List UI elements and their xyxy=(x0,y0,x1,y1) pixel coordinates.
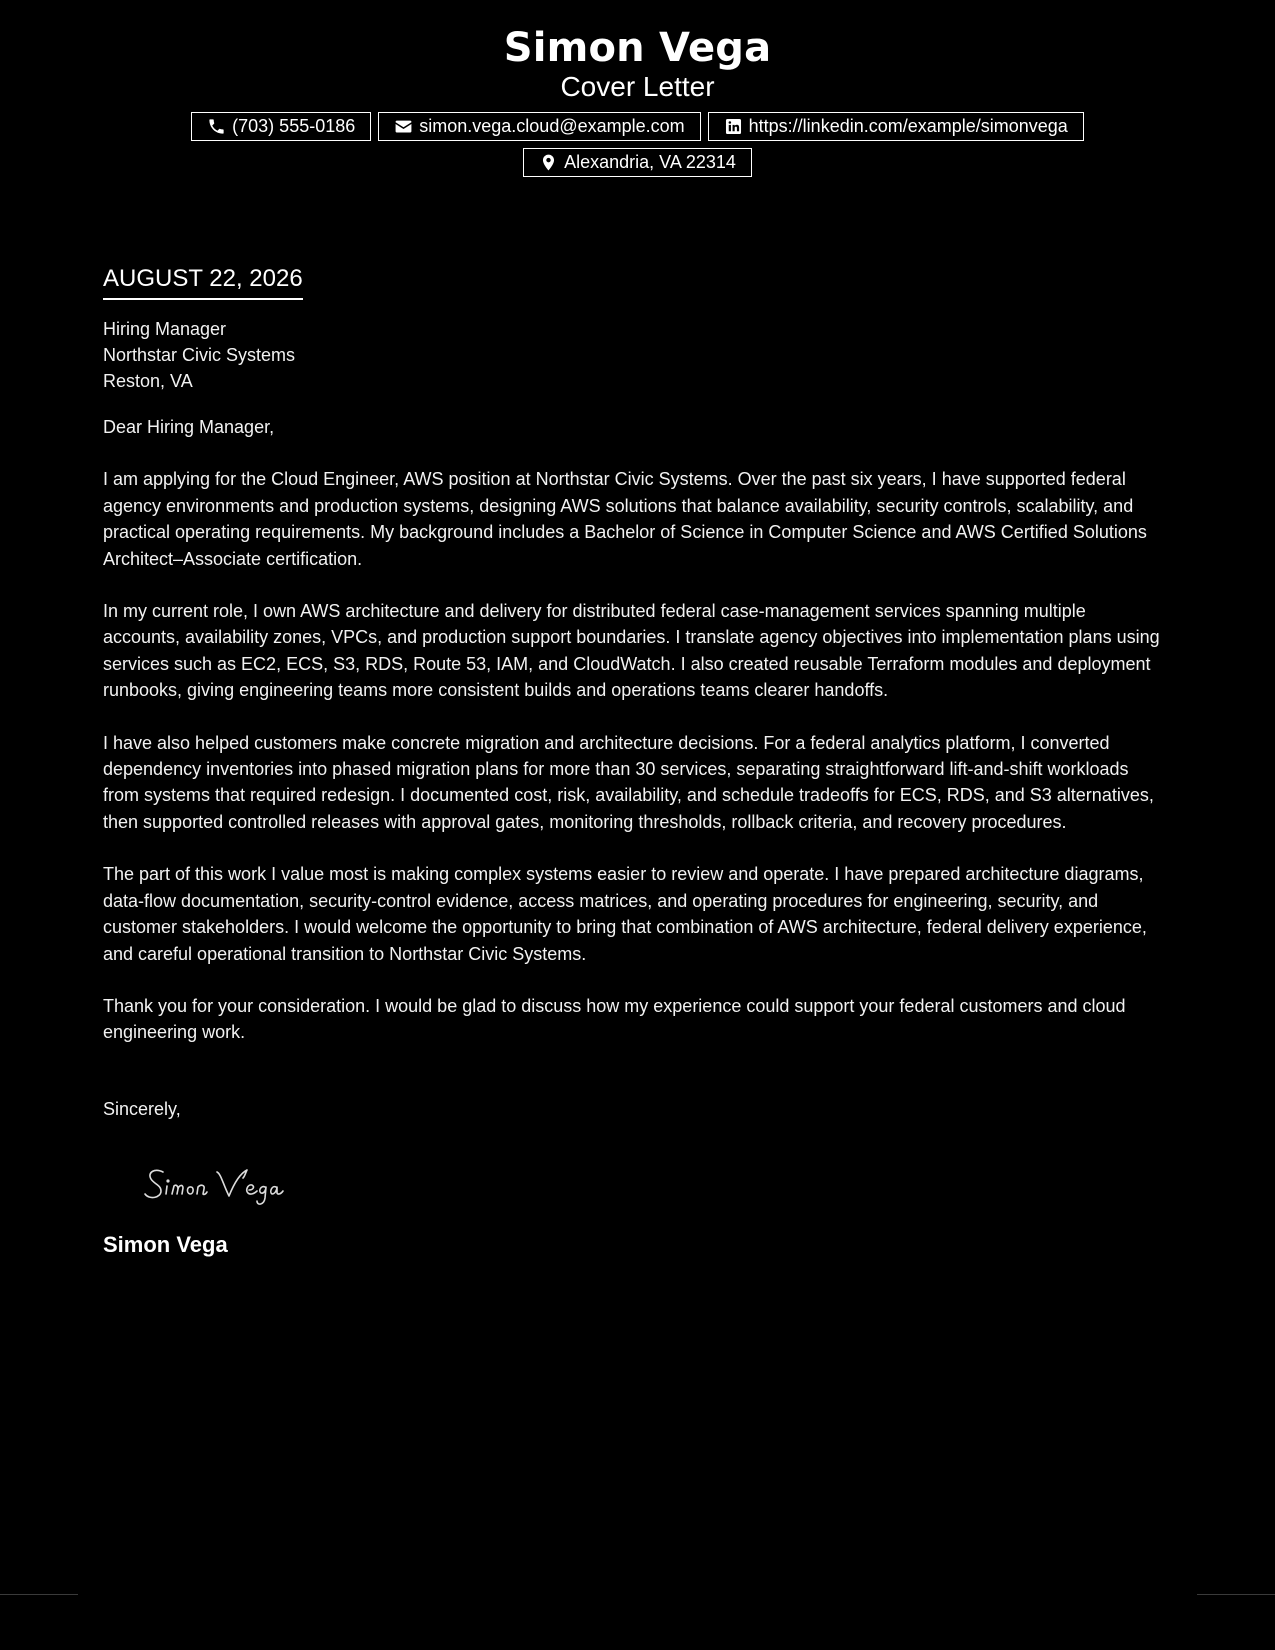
signer-name: Simon Vega xyxy=(103,1232,228,1258)
signature-icon xyxy=(141,1160,331,1210)
contact-email[interactable] xyxy=(378,112,700,141)
contact-location-text: Alexandria, VA 22314 xyxy=(564,152,736,172)
handwritten-signature xyxy=(141,1160,1163,1210)
footer-rule-right xyxy=(1197,1594,1275,1595)
phone-icon xyxy=(207,117,226,136)
envelope-icon xyxy=(394,117,413,136)
contact-phone-text: (703) 555-0186 xyxy=(232,116,356,136)
letter-date: AUGUST 22, 2026 xyxy=(103,262,303,300)
contact-location[interactable] xyxy=(523,148,752,177)
footer-rule-left xyxy=(0,1594,78,1595)
applicant-name: Simon Vega xyxy=(503,25,772,71)
document-subtitle: Cover Letter xyxy=(560,71,715,102)
contact-row-primary xyxy=(0,112,1275,141)
contact-row-secondary xyxy=(0,148,1275,177)
recipient-block xyxy=(103,316,1163,394)
letter-header xyxy=(0,22,1275,177)
contact-email-text: simon.vega.cloud@example.com xyxy=(419,116,685,136)
recipient-company: Northstar Civic Systems xyxy=(103,345,296,365)
paragraph-1: I am applying for the Cloud Engineer, AWS position at Northstar Civic Systems. Over the past six years, I have supported federal agency environments and production systems, designing AWS solutions that balance availability, security controls, scalability, and practical operating requirements. My background includes a Bachelor of Science in Computer Science and AWS Certified Solutions Architect–Associate certification. xyxy=(103,469,1147,569)
closing: Sincerely, xyxy=(103,1098,181,1119)
salutation: Dear Hiring Manager, xyxy=(103,417,275,437)
map-marker-icon xyxy=(539,153,558,172)
paragraph-2: In my current role, I own AWS architecture and delivery for distributed federal case-management services spanning multiple accounts, availability zones, VPCs, and production support boundaries. I translate agency objectives into implementation plans using services such as EC2, ECS, S3, RDS, Route 53, IAM, and CloudWatch. I also created reusable Terraform modules and deployment runbooks, giving engineering teams more consistent builds and operations teams clearer handoffs. xyxy=(103,601,1160,701)
paragraph-3: I have also helped customers make concrete migration and architecture decisions. For a federal analytics platform, I converted dependency inventories into phased migration plans for more than 30 services, separating straightforward lift-and-shift workloads from systems that required redesign. I documented cost, risk, availability, and schedule tradeoffs for ECS, RDS, and S3 alternatives, then supported controlled releases with approval gates, monitoring thresholds, rollback criteria, and recovery procedures. xyxy=(103,732,1154,832)
paragraph-5: Thank you for your consideration. I would be glad to discuss how my experience could support your federal customers and cloud engineering work. xyxy=(103,995,1126,1043)
letter-body xyxy=(103,262,1163,1260)
contact-linkedin-text: https://linkedin.com/example/simonvega xyxy=(748,116,1068,136)
linkedin-icon xyxy=(724,117,743,136)
recipient-title: Hiring Manager xyxy=(103,319,227,339)
paragraph-4: The part of this work I value most is making complex systems easier to review and operate. I have prepared architecture diagrams, data-flow documentation, security-control evidence, access matrices, and operating procedures for engineering, security, and customer stakeholders. I would welcome the opportunity to bring that combination of AWS architecture, federal delivery experience, and careful operational transition to Northstar Civic Systems. xyxy=(103,864,1147,964)
contact-linkedin[interactable] xyxy=(708,112,1084,141)
recipient-location: Reston, VA xyxy=(103,371,193,391)
contact-phone[interactable] xyxy=(191,112,371,141)
